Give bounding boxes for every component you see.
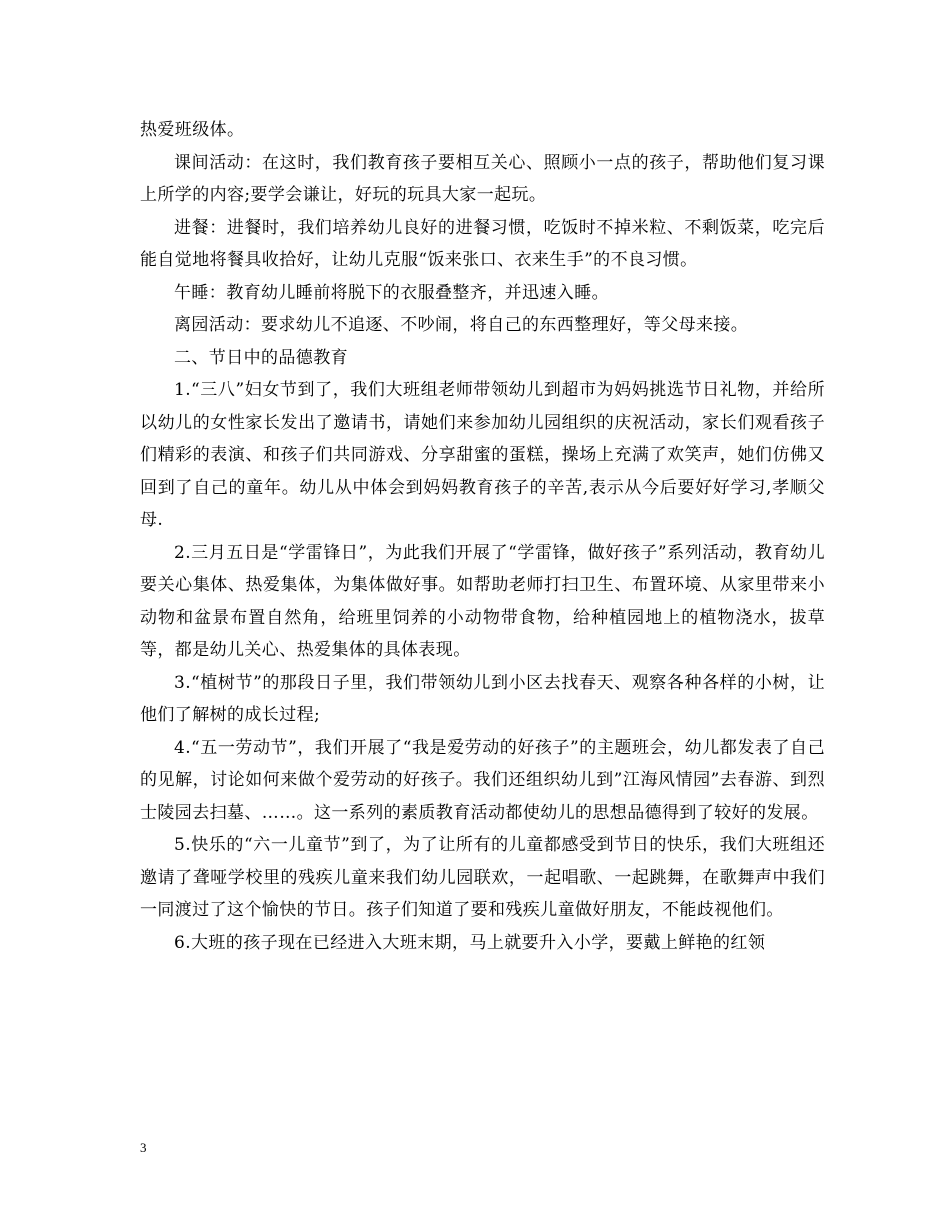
paragraph-nap: 午睡：教育幼儿睡前将脱下的衣服叠整齐，并迅速入睡。 [174,282,609,303]
paragraph-meal: 进餐：进餐时，我们培养幼儿良好的进餐习惯，吃饭时不掉米粒、不剩饭菜，吃完后能自觉地将餐具收拾好，让幼儿克服“饭来张口、衣来生手”的不良习惯。 [140,217,825,270]
page-number: 3 [140,1140,147,1155]
paragraph-departure: 离园活动：要求幼儿不追逐、不吵闹，将自己的东西整理好，等父母来接。 [174,315,749,335]
section-heading: 二、节日中的品德教育 [174,347,348,368]
paragraph-item-4: 4.“五一劳动节”，我们开展了“我是爱劳动的好孩子”的主题班会，幼儿都发表了自己的见解，讨论如何来做个爱劳动的好孩子。我们还组织幼儿到”江海风情园”去春游、到烈士陵园去扫墓、……。这一系列的素质教育活动都使幼儿的思想品德得到了较好的发展。 [140,737,825,823]
paragraph-item-3: 3.“植树节”的那段日子里，我们带领幼儿到小区去找春天、观察各种各样的小树，让他们了解树的成长过程; [140,672,825,725]
document-body [140,114,825,959]
paragraph-recess-activity: 课间活动：在这时，我们教育孩子要相互关心、照顾小一点的孩子，帮助他们复习课上所学的内容;要学会谦让，好玩的玩具大家一起玩。 [140,152,825,205]
paragraph-item-2: 2.三月五日是“学雷锋日”，为此我们开展了“学雷锋，做好孩子”系列活动，教育幼儿要关心集体、热爱集体，为集体做好事。如帮助老师打扫卫生、布置环境、从家里带来小动物和盆景布置自然角，给班里饲养的小动物带食物，给种植园地上的植物浇水，拔草等，都是幼儿关心、热爱集体的具体表现。 [140,542,825,660]
paragraph-item-6: 6.大班的孩子现在已经进入大班末期，马上就要升入小学，要戴上鲜艳的红领 [174,932,766,953]
paragraph-item-1: 1.“三八”妇女节到了，我们大班组老师带领幼儿到超市为妈妈挑选节日礼物，并给所以幼儿的女性家长发出了邀请书，请她们来参加幼儿园组织的庆祝活动，家长们观看孩子们精彩的表演、和孩子们共同游戏、分享甜蜜的蛋糕，操场上充满了欢笑声，她们仿佛又回到了自己的童年。幼儿从中体会到妈妈教育孩子的辛苦,表示从今后要好好学习,孝顺父母. [140,380,825,530]
paragraph-item-5: 5.快乐的“六一儿童节”到了，为了让所有的儿童都感受到节日的快乐，我们大班组还邀请了聋哑学校里的残疾儿童来我们幼儿园联欢，一起唱歌、一起跳舞，在歌舞声中我们一同渡过了这个愉快的节日。孩子们知道了要和残疾儿童做好朋友，不能歧视他们。 [140,835,825,920]
paragraph-continuation: 热爱班级体。 [140,120,245,140]
